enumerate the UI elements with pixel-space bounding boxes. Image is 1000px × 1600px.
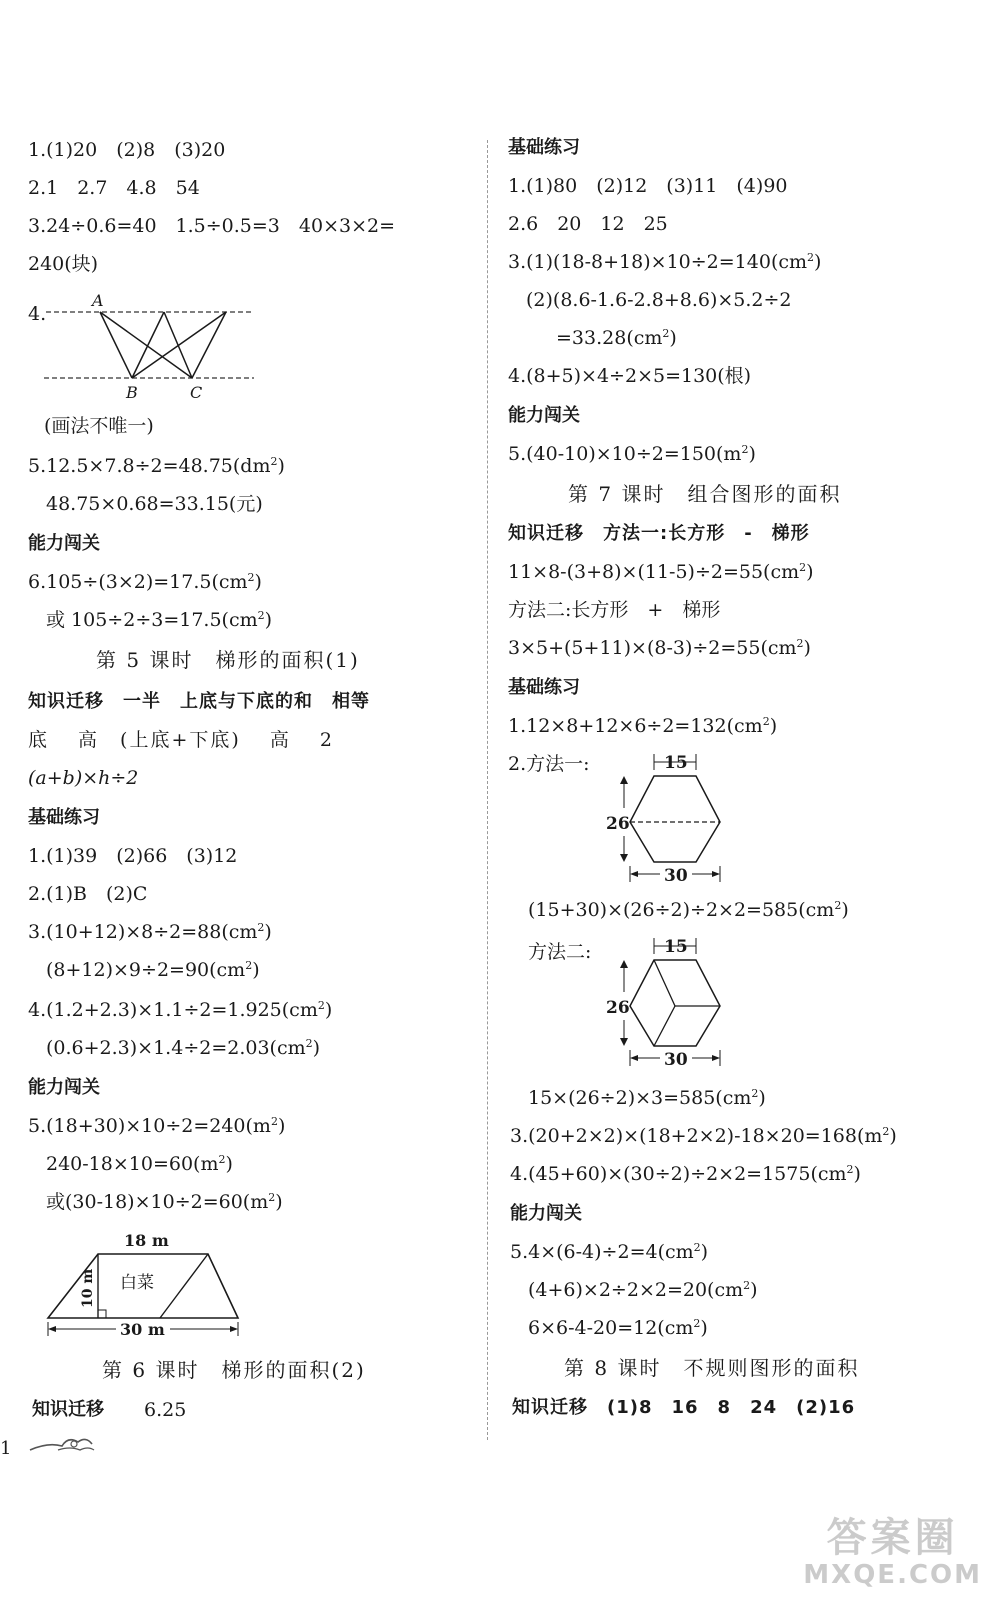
answer-line: 2.1 2.7 4.8 54 <box>28 177 200 199</box>
answer-line: 2.(1)B (2)C <box>28 883 148 905</box>
lesson-heading: 第 5 课时 梯形的面积(1) <box>96 648 360 672</box>
answer-line: 240(块) <box>28 253 99 275</box>
section-heading: 知识迁移 <box>32 1399 104 1420</box>
hexagon-height-label: 26 <box>606 998 630 1018</box>
answer-line: $5.12.5\times 7.8\div 2=48.75(dm^2)$ <box>28 455 285 477</box>
answer-line: $3.(10+12)\times 8\div 2=88(cm^2)$ <box>28 921 272 943</box>
answer-line: 48.75×0.68=33.15(元) <box>46 493 263 515</box>
answer-line: 知识迁移 (1)8 16 8 24 (2)16 <box>512 1397 856 1418</box>
trapezoid-top-label: 18 m <box>124 1231 169 1250</box>
hexagon-method-two-figure <box>600 934 740 1074</box>
answer-line: $5.4\times(6-4)\div 2=4(cm^2)$ <box>510 1241 709 1263</box>
section-heading: 基础练习 <box>508 677 580 698</box>
answer-line: $3\times 5+(5+11)\times(8-3)\div 2=55(cm^2)$ <box>508 637 811 659</box>
hexagon-method-one-figure <box>600 750 740 890</box>
answer-line: 3.24÷0.6=40 1.5÷0.5=3 40×3×2= <box>28 215 396 237</box>
lesson-heading: 第 6 课时 梯形的面积(2) <box>102 1358 366 1382</box>
answer-line: $5.(40-10)\times 10\div 2=150(m^2)$ <box>508 443 756 465</box>
answer-line: $3.(20+2\times 2)\times(18+2\times 2)-18\times 20=168(m^2)$ <box>510 1125 897 1147</box>
hexagon-bottom-label: 30 <box>664 1050 688 1070</box>
hexagon-top-label: 15 <box>664 937 688 957</box>
answer-line: $4.(1.2+2.3)\times 1.1\div 2=1.925(cm^2)$ <box>28 999 333 1021</box>
answer-line: $6\times 6-4-20=12(cm^2)$ <box>528 1317 708 1339</box>
answer-line: $(8+12)\times 9\div 2=90(cm^2)$ <box>46 959 260 981</box>
trapezoid-field-figure <box>40 1226 250 1344</box>
section-heading: 能力闯关 <box>510 1203 582 1224</box>
cabbage-label: 白菜 <box>120 1273 154 1293</box>
answer-line: $(4+6)\times 2\div 2\times 2=20(cm^2)$ <box>528 1279 758 1301</box>
answer-line: $15\times(26\div 2)\times 3=585(cm^2)$ <box>528 1087 766 1109</box>
answer-line: 知识迁移 方法一:长方形 - 梯形 <box>508 523 810 544</box>
section-heading: 能力闯关 <box>508 405 580 426</box>
lesson-heading: 第 8 课时 不规则图形的面积 <box>564 1356 860 1380</box>
hexagon-bottom-label: 30 <box>664 866 688 886</box>
answer-line: $(15+30)\times(26\div 2)\div 2\times 2=585(cm^2)$ <box>528 899 849 921</box>
answer-line: $1.12\times 8+12\times 6\div 2=132(cm^2)$ <box>508 715 778 737</box>
answer-line: $5.(18+30)\times 10\div 2=240(m^2)$ <box>28 1115 286 1137</box>
point-b-label: B <box>126 383 138 402</box>
answer-line: $(0.6+2.3)\times 1.4\div 2=2.03(cm^2)$ <box>46 1037 321 1059</box>
point-a-label: A <box>92 291 104 310</box>
point-c-label: C <box>190 383 203 402</box>
answer-line: $4.(45+60)\times(30\div 2)\div 2\times 2=1575(cm^2)$ <box>510 1163 861 1185</box>
answer-line: $3.(1)(18-8+18)\times 10\div 2=140(cm^2)$ <box>508 251 822 273</box>
answer-line: 2.方法一: <box>508 753 590 775</box>
answer-line: 4.(8+5)×4÷2×5=130(根) <box>508 365 752 387</box>
section-heading: 基础练习 <box>508 137 580 158</box>
answer-line: 1.(1)20 (2)8 (3)20 <box>28 139 226 161</box>
answer-line: $11\times 8-(3+8)\times(11-5)\div 2=55(cm^2)$ <box>508 561 814 583</box>
answer-line: 知识迁移 一半 上底与下底的和 相等 <box>28 691 370 712</box>
section-heading: 能力闯关 <box>28 1077 100 1098</box>
hexagon-height-label: 26 <box>606 814 630 834</box>
answer-line: 4. <box>28 303 47 325</box>
watermark: 答案圈 MXQE.COM <box>803 1515 982 1590</box>
column-divider <box>487 140 488 1440</box>
answer-line: 1.(1)80 (2)12 (3)11 (4)90 <box>508 175 788 197</box>
answer-line: 底 高 (上底+下底) 高 2 <box>28 729 334 751</box>
cloud-ornament-icon <box>28 1432 98 1456</box>
answer-line: $6.105\div(3\times 2)=17.5(cm^2)$ <box>28 571 262 593</box>
lesson-heading: 第 7 课时 组合图形的面积 <box>568 482 842 506</box>
answer-line: 方法二: <box>528 941 592 963</box>
formula: (a+b)×h÷2 <box>28 767 139 789</box>
section-heading: 基础练习 <box>28 807 100 828</box>
answer-line: $240-18\times 10=60(m^2)$ <box>46 1153 233 1175</box>
answer-line: 或$(30-18)\times 10\div 2=60(m^2)$ <box>46 1191 283 1213</box>
trapezoid-height-label: 10 m <box>80 1268 96 1308</box>
section-heading: 能力闯关 <box>28 533 100 554</box>
answer-line: 或 $105\div 2\div 3=17.5(cm^2)$ <box>46 609 273 631</box>
answer-line: 2.6 20 12 25 <box>508 213 668 235</box>
parallel-lines-figure <box>40 288 260 402</box>
answer-line: 方法二:长方形 + 梯形 <box>508 599 721 621</box>
answer-line: $=33.28(cm^2)$ <box>556 327 677 349</box>
hexagon-top-label: 15 <box>664 753 688 773</box>
answer-line: 1.(1)39 (2)66 (3)12 <box>28 845 238 867</box>
page-number: 1 <box>0 1438 12 1459</box>
answer-line: (2)(8.6-1.6-2.8+8.6)×5.2÷2 <box>526 289 792 311</box>
answer-line: (画法不唯一) <box>44 415 154 437</box>
answer-value: 6.25 <box>144 1399 187 1421</box>
trapezoid-bottom-label: 30 m <box>120 1320 165 1339</box>
